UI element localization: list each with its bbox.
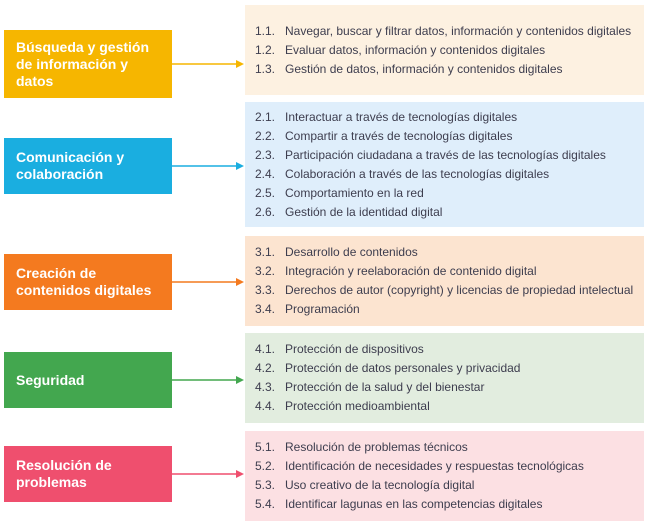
item-text: Protección de datos personales y privacidad bbox=[285, 361, 521, 375]
list-item bbox=[255, 476, 638, 495]
arrow-right-icon bbox=[172, 468, 245, 480]
arrow-right-icon bbox=[172, 276, 245, 288]
category-label-comunicacion bbox=[4, 138, 172, 194]
list-item bbox=[255, 495, 638, 514]
category-title: Comunicación y colaboración bbox=[16, 149, 125, 182]
item-number: 2.6. bbox=[255, 204, 276, 219]
list-item bbox=[255, 262, 638, 281]
item-text: Protección medioambiental bbox=[285, 399, 430, 413]
list-item bbox=[255, 281, 638, 300]
item-number: 2.4. bbox=[255, 166, 276, 181]
item-number: 3.2. bbox=[255, 264, 276, 278]
item-number: 4.2. bbox=[255, 361, 276, 375]
connector-arrow-resolucion bbox=[172, 468, 245, 480]
competence-list-busqueda bbox=[245, 5, 644, 95]
item-text: Colaboración a través de las tecnologías digitales bbox=[285, 166, 550, 181]
category-title: Creación de contenidos digitales bbox=[16, 265, 152, 298]
list-item bbox=[255, 60, 638, 79]
item-text: Evaluar datos, información y contenidos digitales bbox=[285, 42, 546, 57]
list-item bbox=[255, 41, 638, 60]
item-number: 3.1. bbox=[255, 245, 276, 259]
item-number: 1.3. bbox=[255, 61, 276, 76]
list-item bbox=[255, 359, 638, 378]
list-item bbox=[255, 438, 638, 457]
item-text: Integración y reelaboración de contenido digital bbox=[285, 264, 537, 278]
item-number: 2.5. bbox=[255, 185, 276, 200]
item-number: 3.3. bbox=[255, 283, 276, 297]
category-label-seguridad bbox=[4, 352, 172, 408]
item-text: Uso creativo de la tecnología digital bbox=[285, 478, 475, 492]
list-item bbox=[255, 300, 638, 319]
connector-arrow-seguridad bbox=[172, 374, 245, 386]
item-number: 5.2. bbox=[255, 459, 276, 473]
item-text: Resolución de problemas técnicos bbox=[285, 440, 468, 454]
list-item bbox=[255, 340, 638, 359]
arrow-right-icon bbox=[172, 160, 245, 172]
item-number: 2.2. bbox=[255, 128, 276, 143]
item-text: Comportamiento en la red bbox=[285, 185, 424, 200]
category-title: Resolución de problemas bbox=[16, 457, 112, 490]
arrow-right-icon bbox=[172, 58, 245, 70]
competence-list-creacion bbox=[245, 236, 644, 326]
item-number: 4.4. bbox=[255, 399, 276, 413]
item-number: 5.4. bbox=[255, 497, 276, 511]
list-item bbox=[255, 127, 638, 146]
item-text: Identificar lagunas en las competencias digitales bbox=[285, 497, 543, 511]
category-label-busqueda bbox=[4, 30, 172, 98]
list-item bbox=[255, 397, 638, 416]
item-text: Gestión de datos, información y contenidos digitales bbox=[285, 61, 563, 76]
category-label-creacion bbox=[4, 254, 172, 310]
item-text: Identificación de necesidades y respuestas tecnológicas bbox=[285, 459, 584, 473]
category-label-resolucion bbox=[4, 446, 172, 502]
connector-arrow-creacion bbox=[172, 276, 245, 288]
item-text: Desarrollo de contenidos bbox=[285, 245, 418, 259]
item-text: Protección de la salud y del bienestar bbox=[285, 380, 485, 394]
item-text: Compartir a través de tecnologías digitales bbox=[285, 128, 513, 143]
item-number: 2.1. bbox=[255, 109, 276, 124]
item-number: 1.1. bbox=[255, 23, 276, 38]
item-text: Protección de dispositivos bbox=[285, 342, 424, 356]
connector-arrow-comunicacion bbox=[172, 160, 245, 172]
list-item bbox=[255, 457, 638, 476]
list-item bbox=[255, 165, 638, 184]
item-number: 4.3. bbox=[255, 380, 276, 394]
list-item bbox=[255, 378, 638, 397]
item-number: 4.1. bbox=[255, 342, 276, 356]
item-number: 3.4. bbox=[255, 302, 276, 316]
item-text: Derechos de autor (copyright) y licencias de propiedad intelectual bbox=[285, 283, 634, 297]
item-number: 5.3. bbox=[255, 478, 276, 492]
competence-list-seguridad bbox=[245, 333, 644, 423]
item-text: Participación ciudadana a través de las tecnologías digitales bbox=[285, 147, 606, 162]
category-title: Seguridad bbox=[16, 371, 85, 388]
category-title: Búsqueda y gestión de información y datos bbox=[16, 38, 150, 89]
item-text: Gestión de la identidad digital bbox=[285, 204, 443, 219]
item-text: Navegar, buscar y filtrar datos, información y contenidos digitales bbox=[285, 23, 632, 38]
item-number: 5.1. bbox=[255, 440, 276, 454]
list-item bbox=[255, 108, 638, 127]
list-item bbox=[255, 184, 638, 203]
list-item bbox=[255, 146, 638, 165]
list-item bbox=[255, 243, 638, 262]
item-number: 2.3. bbox=[255, 147, 276, 162]
competence-list-comunicacion bbox=[245, 102, 644, 227]
connector-arrow-busqueda bbox=[172, 58, 245, 70]
item-text: Programación bbox=[285, 302, 360, 316]
item-number: 1.2. bbox=[255, 42, 276, 57]
list-item bbox=[255, 203, 638, 222]
competence-list-resolucion bbox=[245, 431, 644, 521]
arrow-right-icon bbox=[172, 374, 245, 386]
list-item bbox=[255, 22, 638, 41]
item-text: Interactuar a través de tecnologías digitales bbox=[285, 109, 518, 124]
